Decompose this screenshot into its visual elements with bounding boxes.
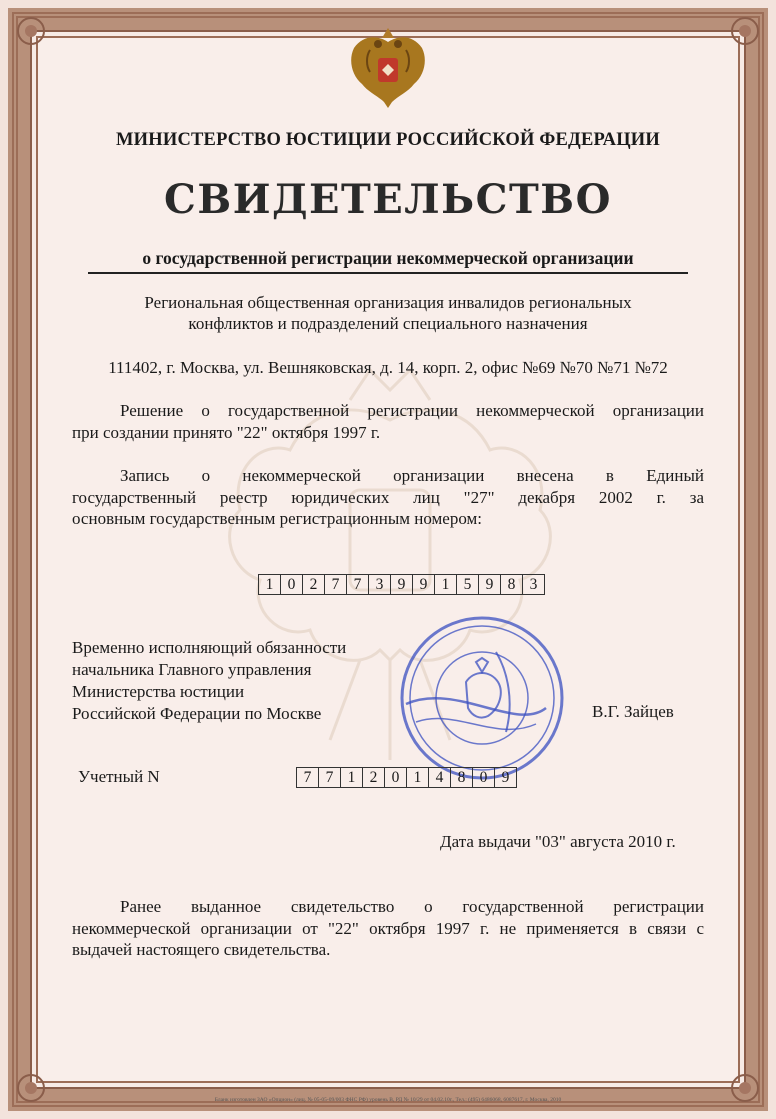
certificate-subtitle: о государственной регистрации некоммерческой организации xyxy=(142,248,634,268)
digit-box: 4 xyxy=(428,767,450,788)
signatory-title-line: начальника Главного управления xyxy=(72,660,312,679)
digit-box: 1 xyxy=(340,767,362,788)
paragraph-line: государственный реестр юридических лиц "27" декабря 2002 г. за xyxy=(72,487,704,507)
subtitle-underline xyxy=(88,272,688,274)
ministry-heading: МИНИСТЕРСТВО ЮСТИЦИИ РОССИЙСКОЙ ФЕДЕРАЦИИ xyxy=(116,130,660,150)
organization-name-line: конфликтов и подразделений специального назначения xyxy=(188,314,588,333)
digit-box: 0 xyxy=(472,767,494,788)
digit-box: 7 xyxy=(346,574,368,595)
digit-box: 1 xyxy=(258,574,280,595)
decision-paragraph xyxy=(72,400,704,443)
digit-box: 7 xyxy=(318,767,340,788)
signatory-title-line: Министерства юстиции xyxy=(72,682,245,701)
digit-box: 5 xyxy=(456,574,478,595)
digit-box: 8 xyxy=(450,767,472,788)
digit-box: 2 xyxy=(302,574,324,595)
organization-name-line: Региональная общественная организация инвалидов региональных xyxy=(144,293,632,312)
digit-box: 7 xyxy=(296,767,318,788)
digit-box: 2 xyxy=(362,767,384,788)
paragraph-line: при создании принято "22" октября 1997 г. xyxy=(72,422,381,442)
ogrn-number-boxes xyxy=(258,574,545,595)
digit-box: 9 xyxy=(494,767,517,788)
paragraph-line: Ранее выданное свидетельство о государственной регистрации xyxy=(120,897,704,916)
signatory-title-line: Временно исполняющий обязанности xyxy=(72,638,347,657)
paragraph-line: Решение о государственной регистрации некоммерческой организации xyxy=(120,401,704,420)
paragraph-line: Запись о некоммерческой организации внесена в Единый xyxy=(120,466,704,485)
corner-ornament-icon xyxy=(728,14,762,48)
record-paragraph xyxy=(72,465,704,530)
printer-footer: Бланк изготовлен ЗАО «Опцион» (лиц. № 05-05-09/003 ФНС РФ) уровень В, РД № 10/29 от 04.02.10г., Тел.: (495) 6486068, 6087617, г. Москва, 2010 xyxy=(214,1097,562,1103)
digit-box: 0 xyxy=(280,574,302,595)
coat-of-arms-icon xyxy=(340,20,436,116)
digit-box: 9 xyxy=(412,574,434,595)
official-seal-stamp xyxy=(396,612,568,784)
digit-box: 3 xyxy=(368,574,390,595)
organization-address: 111402, г. Москва, ул. Вешняковская, д. 14, корп. 2, офис №69 №70 №71 №72 xyxy=(108,358,668,377)
digit-box: 3 xyxy=(522,574,545,595)
digit-box: 9 xyxy=(478,574,500,595)
paragraph-line: выдачей настоящего свидетельства. xyxy=(72,940,331,959)
digit-box: 7 xyxy=(324,574,346,595)
corner-ornament-icon xyxy=(14,14,48,48)
digit-box: 8 xyxy=(500,574,522,595)
previous-certificate-paragraph xyxy=(72,896,704,961)
registration-number-label: Учетный N xyxy=(78,767,160,786)
digit-box: 9 xyxy=(390,574,412,595)
certificate-title: СВИДЕТЕЛЬСТВО xyxy=(164,176,612,223)
digit-box: 1 xyxy=(434,574,456,595)
paragraph-line: основным государственным регистрационным номером: xyxy=(72,509,483,528)
paragraph-line: некоммерческой организации от "22" октября 1997 г. не применяется в связи с xyxy=(72,918,704,938)
digit-box: 1 xyxy=(406,767,428,788)
signatory-title-line: Российской Федерации по Москве xyxy=(72,704,322,723)
registration-number-boxes xyxy=(296,767,517,788)
signatory-name: В.Г. Зайцев xyxy=(592,702,674,721)
issue-date: Дата выдачи "03" августа 2010 г. xyxy=(440,832,676,851)
digit-box: 0 xyxy=(384,767,406,788)
